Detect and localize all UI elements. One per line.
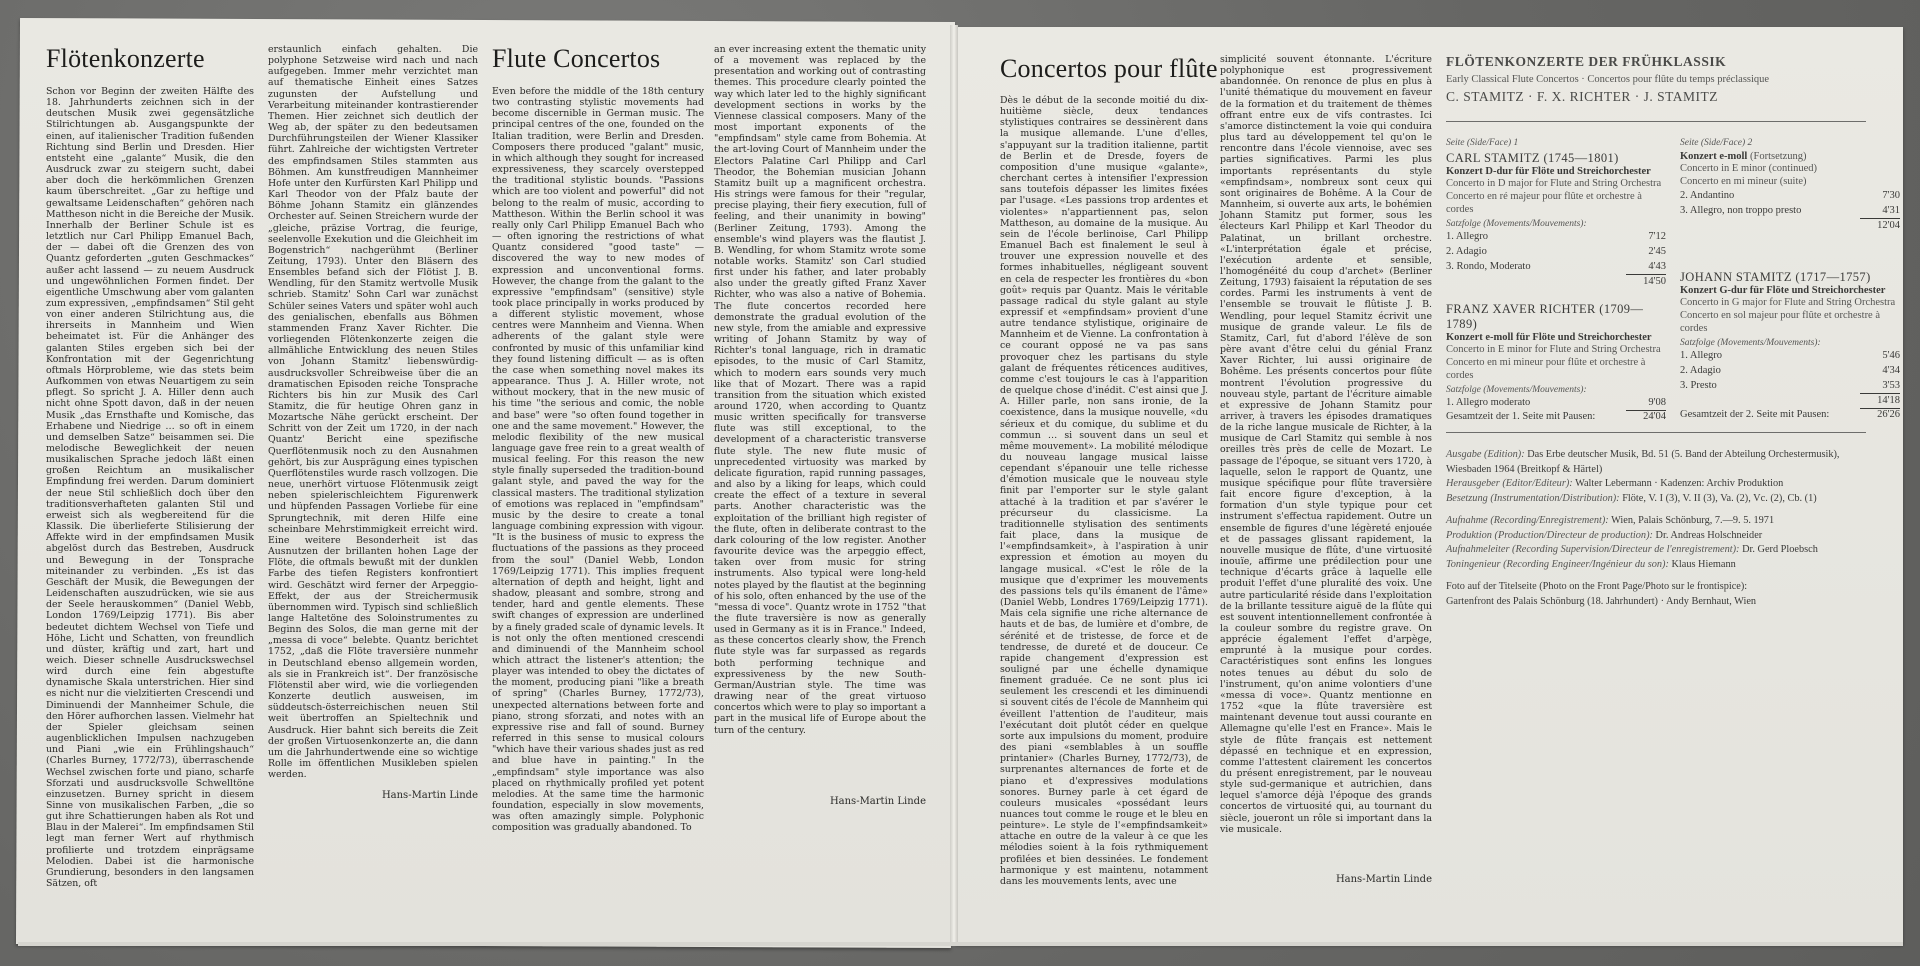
side1-label: Seite (Side/Face) 1 (1446, 138, 1519, 148)
credit-label: Herausgeber (Editor/Editeur): (1446, 478, 1573, 489)
work-total-row (1680, 394, 1900, 409)
work-title-fr: Concerto en sol majeur pour flûte et orchestre à cordes (1680, 310, 1881, 334)
side2 (1680, 138, 1905, 420)
english-body-col2 (714, 44, 926, 736)
movement-time: 9'08 (1626, 395, 1666, 411)
english-signature: Hans-Martin Linde (829, 796, 926, 807)
movement-time: 2'45 (1648, 246, 1666, 257)
photo-credit-line1: Foto auf der Titelseite (Photo on the Front Page/Photo sur le frontispice): (1446, 581, 1748, 592)
movement-time: 7'30 (1882, 190, 1900, 201)
page-bottom-edge (18, 942, 1903, 946)
french-signature: Hans-Martin Linde (1335, 874, 1432, 885)
work-composer: CARL STAMITZ (1745—1801) (1446, 151, 1619, 165)
side-total-row (1446, 411, 1666, 422)
french-text-col1: Dès le début de la seconde moitié du dix-huitième siècle, deux tendances stylistiques contraires se dessinèrent dans la musique allemande. L'une d'elles, s'appuyant sur la tradition italienne, partit de Berlin et de Dresde, foyers de composition d'une musique «galante», cherchant certes à intensifier l'expression sans toutefois dépasser les limites fixées par l'usage. «Les passions trop ardentes et violentes» n'appartiennent pas, selon Mattheson, au domaine de la musique. Au sein de l'école berlinoise, Carl Philipp Emanuel Bach est finalement le seul à trouver une expression nouvelle et des formes inhabituelles, négligeant souvent en cela de respecter les frontières du «bon goût» requis par Quantz. Mais le véritable passage radical du style galant au style expressif et «empfindsam» provient d'une autre tendance stylistique, originaire de Mannheim et de Vienne. La confrontation à ce courant opposé ne va pas sans provoquer chez les partisans du style galant de fréquentes réticences auditives, comme c'est toujours le cas à l'apparition de quelque chose d'inédit. C'est ainsi que J. A. Hiller parle, non sans ironie, de la coexistence, dans la musique nouvelle, «du sérieux et du comique, du sublime et du commun … si souvent dans un seul et même mouvement». La mobilité mélodique du nouveau langage musical laisse cependant s'épanouir une telle richesse d'émotion musicale que le nouveau style finit par l'emporter sur le style galant attaché à la tradition et par s'avérer le précurseur du classicisme. La traditionnelle stylisation des sentiments fait place, dans la musique de l'«empfindsamkeit», à l'aspiration à unir expression et émotion au moyen du langage musical. «C'est le rôle de la musique que d'exprimer les mouvements des passions tels qu'ils émanent de l'âme» (Daniel Webb, Londres 1769/Leipzig 1771). Mais cela signifie une riche alternance de hauts et de bas, de lumière et d'ombre, de sérénité et de tristesse, de force et de tendresse, de dureté et de douceur. Ce rapide changement d'expression est souligné par une échelle dynamique finement graduée. Ce ne sont plus ici seulement les crescendi et les diminuendi si souvent cités de l'école de Mannheim qui éveillent l'attention de l'auditeur, mais l'exécutant doit plutôt céder en quelque sorte aux impulsions du moment, produire des piani «semblables à un souffle printanier» (Charles Burney, 1772/73), de surprenantes alternances de forte et de piano et d'expressives modulations sonores. Burney parle à cet égard de couleurs musicales «possédant leurs nuances tout comme le rouge et le bleu en peinture». Le style de l'«empfindsamkeit» attache en outre de la valeur à ce que les mélodies soient à la fois rythmiquement profilées et bien dessinées. Le fondement harmonique y est maintenu, notamment dans les mouvements lents, avec une (1000, 95, 1208, 887)
album-composers: C. STAMITZ · F. X. RICHTER · J. STAMITZ (1446, 89, 1719, 104)
movement-row (1680, 348, 1900, 363)
movements-label: Satzfolge (Movements/Mouvements): (1446, 219, 1587, 229)
german-heading: Flötenkonzerte (46, 44, 205, 73)
work-composer: JOHANN STAMITZ (1717—1757) (1680, 270, 1871, 284)
work-title-en: Concerto in D major for Flute and String Orchestra (1446, 178, 1662, 189)
french-body-col1 (1000, 95, 1208, 887)
credit-value: Walter Lebermann · Kadenzen: Archiv Produktion (1575, 478, 1784, 489)
credit-label: Aufnahmeleiter (Recording Supervision/Directeur de l'enregistrement): (1446, 544, 1740, 555)
credit-label: Aufnahme (Recording/Enregistrement): (1446, 515, 1609, 526)
credit-value: Dr. Gerd Ploebsch (1742, 544, 1818, 555)
gatefold-spine (950, 25, 958, 945)
english-heading: Flute Concertos (492, 44, 661, 73)
movements-label: Satzfolge (Movements/Mouvements): (1680, 338, 1821, 348)
album-title: FLÖTENKONZERTE DER FRÜHKLASSIK (1446, 54, 1727, 69)
french-heading: Concertos pour flûte (1000, 54, 1218, 83)
movement-name: 3. Rondo, Moderato (1446, 261, 1531, 272)
movement-name: 1. Allegro (1680, 350, 1722, 361)
work-title-fr: Concerto en ré majeur pour flûte et orchestre à cordes (1446, 191, 1642, 215)
credit-editor (1446, 477, 1876, 492)
credits (1446, 448, 1876, 609)
work-title-de: Konzert e-moll (1680, 151, 1748, 162)
credit-label: Besetzung (Instrumentation/Distribution): (1446, 492, 1620, 504)
credit-edition (1446, 448, 1876, 477)
english-body-col1 (492, 86, 704, 833)
work-total: 12'04 (1877, 220, 1900, 231)
credit-value: Klaus Hiemann (1671, 558, 1736, 570)
movement-row (1680, 378, 1900, 394)
movement-time: 7'12 (1648, 231, 1666, 242)
movement-row (1446, 229, 1666, 244)
credit-value: Dr. Andreas Holschneider (1655, 529, 1763, 541)
english-text-col1: Even before the middle of the 18th century two contrasting stylistic movements had become discernible in German music. The principal centres of the one, founded on the Italian tradition, were Berlin and Dresden. Composers there produced "galant" music, in which although they sought for increased expressiveness, they scarcely overstepped the traditional stylistic bounds. "Passions which are too violent and powerful" did not belong to the realm of music, according to Mattheson. Within the Berlin school it was really only Carl Philipp Emanuel Bach who — often ignoring the restrictions of what Quantz considered "good taste" — discovered the way to new modes of expression and unconventional forms. However, the change from the galant to the expressive "empfindsam" (sensitive) style took place principally in works produced by a different stylistic movement, whose centres were Mannheim and Vienna. When adherents of the galant style were confronted by music of this unfamiliar kind they found listening difficult — as is often the case when something novel makes its appearance. Thus J. A. Hiller wrote, not without mockery, that in the new music of his time "the serious and comic, the noble and base" were "so often found together in one and the same movement." However, the melodic flexibility of the new musical language gave free rein to a great wealth of musical feeling. For this reason the new style finally superseded the tradition-bound galant style, and paved the way for the classical masters. The traditional stylization of emotions was replaced in "empfindsam" music by the desire to create a tonal language combining expression with vigour. "It is the business of music to express the fluctuations of the passions as they proceed from the soul" (Daniel Webb, London 1769/Leipzig 1771). This implies frequent alternation of depth and height, light and shadow, pleasant and sombre, strong and tender, hard and gentle elements. These swift changes of expression are underlined by a finely graded scale of dynamic levels. It is not only the often mentioned crescendi and diminuendi of the Mannheim school which attract the listener's attention; the player was intended to obey the dictates of the moment, producing piani "like a breath of spring" (Charles Burney, 1772/73), unexpected alternations between forte and piano, strong sforzati, and notes with an expressive rise and fall of sound. Burney referred in this sense to musical colours "which have their various shades just as red and blue have in painting." In the „empfindsam" style importance was also placed on rhythmically profiled yet potent melodies. At the same time the harmonic foundation, especially in slow movements, was often amazingly simple. Polyphonic composition was gradually abandoned. To (492, 86, 704, 834)
german-text-col1: Schon vor Beginn der zweiten Hälfte des 18. Jahrhunderts zeichnen sich in der deutschen Musik zwei gegensätzliche Stilrichtungen ab. Ausgangspunkte der einen, auf italienischer Tradition fußenden Richtung sind Berlin und Dresden. Hier entsteht eine „galante“ Musik, die den Ausdruck zwar zu steigern sucht, dabei aber doch die herkömmlichen Grenzen kaum überschreitet. „Gar zu heftige und gewaltsame Leidenschaften“ gehören nach Mattheson nicht in die Bereiche der Musik. Innerhalb der Berliner Schule ist es letztlich nur Carl Philipp Emanuel Bach, der — dabei oft die Grenzen des von Quantz geforderten „guten Geschmackes“ außer acht lassend — zu neuem Ausdruck und ungewöhnlichen Formen findet. Der eigentliche Umschwung aber vom galanten zum expressiven, „empfindsamen“ Stil geht von einer anderen Stilrichtung aus, die ihrerseits in Mannheim und Wien beheimatet ist. Für die Anhänger des galanten Stiles ergeben sich bei der Konfrontation mit der Gegenrichtung oftmals Hörprobleme, wie das stets beim Aufkommen von etwas Neuartigem zu sein pflegt. So spricht J. A. Hiller denn auch nicht ohne Spott davon, daß in der neuen Musik „das Ernsthafte und Komische, das Erhabene und Niedrige … so oft in einem und demselben Satze“ beisammen sei. Die melodische Beweglichkeit der neuen musikalischen Sprache jedoch läßt einen großen Reichtum an musikalischer Empfindung frei werden. Darum dominiert der neue Stil schließlich doch über den traditionsverhafteten galanten Stil und erweist sich als wegbereitend für die Klassik. Die überlieferte Stilisierung der Affekte wird in der empfindsamen Musik abgelöst durch das Bestreben, Ausdruck und Bewegung in der Tonsprache miteinander zu verbinden. „Es ist das Geschäft der Musik, die Bewegungen der Leidenschaften auszudrücken, wie sie aus der Seele herauskommen“ (Daniel Webb, London 1769/Leipzig 1771). Bis aber bedeutet dichtem Wechsel von Tiefe und Höhe, Licht und Schatten, von freundlich und düster, kräftig und zart, hart und weich. Dieser schnelle Ausdruckswechsel wird durch eine fein abgestufte dynamische Skala unterstrichen. Hier sind es nicht nur die vielzitierten Crescendi und Diminuendi der Mannheimer Schule, die den Hörer aufhorchen lassen. Vielmehr hat der Spieler gleichsam seinen augenblicklichen Impulsen nachzugeben und Piani „wie ein Frühlingshauch“ (Charles Burney, 1772/73), überraschende Wechsel zwischen forte und piano, scharfe Sforzati und ausdrucksvolle Schwelltöne einzusetzen. Burney spricht in diesem Sinne von musikalischen Farben, „die so gut ihre Schattierungen haben als Rot und Blau in der Malerei“. Im empfindsamen Stil legt man ferner Wert auf rhythmisch profilierte und trotzdem einprägsame Melodien. Dabei ist die harmonische Grundierung, besonders in den langsamen Sätzen, oft (46, 86, 254, 890)
side-total-label: Gesamtzeit der 1. Seite mit Pausen: (1446, 411, 1596, 422)
work-title-de: Konzert G-dur für Flöte und Streichorchester (1680, 285, 1886, 296)
movement-name: 1. Allegro moderato (1446, 397, 1531, 408)
tracklist-header (1446, 54, 1866, 105)
work-total-row (1446, 275, 1666, 289)
side-total-label: Gesamtzeit der 2. Seite mit Pausen: (1680, 409, 1830, 420)
side-total-row (1680, 409, 1900, 420)
movement-name: 3. Allegro, non troppo presto (1680, 205, 1802, 216)
movement-row (1680, 203, 1900, 219)
work-composer: FRANZ XAVER RICHTER (1709—1789) (1446, 302, 1644, 331)
movement-row (1446, 395, 1666, 411)
credit-value: Flöte, V. I (3), V. II (3), Va. (2), Vc. (2), Cb. (1) (1622, 492, 1817, 504)
work-title-de: Konzert e-moll für Flöte und Streichorchester (1446, 332, 1652, 343)
movement-time: 4'34 (1882, 365, 1900, 376)
german-signature: Hans-Martin Linde (381, 790, 478, 801)
divider (1446, 121, 1866, 122)
work-title-suffix: (Fortsetzung) (1749, 151, 1807, 162)
german-body-col1 (46, 86, 254, 889)
credit-supervision (1446, 543, 1876, 558)
credit-value: Das Erbe deutscher Musik, Bd. 51 (5. Band der Abteilung Orchestermusik), Wiesbaden 1964 (Breitkopf & Härtel) (1446, 449, 1840, 475)
credit-production (1446, 529, 1876, 544)
work-title-en: Concerto in G major for Flute and String Orchestra (1680, 297, 1896, 308)
work-title-fr: Concerto en mi mineur pour flûte et orchestre à cordes (1446, 357, 1646, 381)
movement-time: 5'46 (1882, 350, 1900, 361)
work-title-en: Concerto in E minor for Flute and String Orchestra (1446, 344, 1661, 355)
work-total-row (1680, 219, 1900, 233)
credit-recording (1446, 514, 1876, 529)
movement-time: 4'43 (1626, 259, 1666, 275)
credit-instrumentation (1446, 492, 1876, 507)
credit-label: Ausgabe (Edition): (1446, 449, 1525, 460)
credit-label: Produktion (Production/Directeur de production): (1446, 529, 1653, 541)
german-text-col2: erstaunlich einfach gehalten. Die polyphone Setzweise wird nach und nach aufgegeben. Immer mehr verzichtet man auf thematische Einheit eines Satzes zugunsten der Aufstellung und Verarbeitung miteinander kontrastierender Themen. Hier zeichnet sich deutlich der Weg ab, der später zu den bedeutsamen Durchführungsteilen der Wiener Klassiker führt. Zahlreiche der wichtigsten Vertreter des empfindsamen Stiles stammten aus Böhmen. Am kunstfreudigen Mannheimer Hofe unter den Kurfürsten Karl Philipp und Karl Theodor von der Pfalz baute der Böhme Johann Stamitz ein glänzendes Orchester auf. Seinen Streichern wurde der „gleiche, präzise Vortrag, die feurige, seelenvolle Exekution und die Gleichheit im Bogenstrich“ nachgerühmt (Berliner Zeitung, 1793). Unter den Bläsern des Ensembles befand sich der Flötist J. B. Wendling, für den Stamitz wertvolle Musik schrieb. Stamitz' Sohn Carl war zunächst Schüler seines Vaters und später wohl auch des genialischen, ebenfalls aus Böhmen stammenden Franz Xaver Richter. Die vorliegenden Flötenkonzerte zeigen die allmähliche Entwicklung des neuen Stiles von Johann Stamitz' liebenswürdig-ausdrucksvoller Schreibweise über die an dramatischen Episoden reiche Tonsprache Richters bis hin zur Musik des Carl Stamitz, die für heutige Ohren ganz in Mozartsche Nähe gerückt erscheint. Der Schritt von der Zeit um 1720, in der nach Quantz' Bericht eine spezifische Querflötenmusik noch zu den Ausnahmen gehört, bis zur Ausprägung eines typischen Querflötenstiles wurde rasch vollzogen. Die neue, unerhört virtuose Flötenmusik zeigt neben spielerischleichtem Figurenwerk und hüpfenden Passagen Vorliebe für eine Sprungtechnik, mit deren Hilfe eine scheinbare Mehrstimmigkeit erreicht wird. Eine weitere Besonderheit ist das Ausnutzen der brillanten hohen Lage der Flöte, die oftmals bewußt mit der dunklen Farbe des tiefen Registers konfrontiert wird. Geschätzt wird ferner der Arpeggio-Effekt, der aus der Streichermusik übernommen wird. Typisch sind schließlich lange Haltetöne des Soloinstrumentes zu Beginn des Solos, die man gerne mit der „messa di voce“ belebte. Quantz berichtet 1752, „daß die Flöte traversière nunmehr in Deutschland ebenso allgemein worden, als sie in Frankreich ist“. Der französische Flötenstil aber wird, wie die vorliegenden Konzerte deutlich ausweisen, im süddeutsch-österreichischen neuen Stil weit übertroffen an Spieltechnik und Ausdruck. Hier bahnt sich bereits die Zeit der großen Virtuosenkonzerte an, die dann um die Jahrhundertwende eine so wichtige Rolle im öffentlichen Musikleben spielen werden. (268, 44, 478, 781)
english-text-col2: an ever increasing extent the thematic unity of a movement was replaced by the presentation and working out of contrasting themes. This procedure clearly pointed the way which later led to the highly significant development sections in works by the Viennese classical composers. Many of the most important exponents of the "empfindsam" style came from Bohemia. At the art-loving Court of Mannheim under the Electors Palatine Carl Philipp and Carl Theodor, the Bohemian musician Johann Stamitz built up a magnificent orchestra. His strings were famous for their "regular, precise playing, their fiery execution, full of feeling, and their unanimity in bowing" (Berliner Zeitung, 1793). Among the ensemble's wind players was the flautist J. B. Wendling, for whom Stamitz wrote some notable works. Stamitz' son Carl studied first under his father, and later probably also under the greatly gifted Franz Xaver Richter, who was also a native of Bohemia. The flute concertos recorded here demonstrate the gradual evolution of the new style, from the amiable and expressive writing of Johann Stamitz by way of Richter's tonal language, rich in dramatic episodes, to the music of Carl Stamitz, which to modern ears sounds very much like that of Mozart. There was a rapid transition from the situation which existed around 1720, when according to Quantz music written specifically for transverse flute was still exceptional, to the development of a characteristic transverse flute style. The new flute music of unprecedented virtuosity was marked by delicate figuration, rapid running passages, and also by a liking for leaps, which could create the effect of a texture in several parts. Another characteristic was the exploitation of the brilliant high register of the flute, often in deliberate contrast to the dark colouring of the low register. Another favourite device was the arpeggio effect, taken over from music for string instruments. Also typical were long-held notes played by the flautist at the beginning of his solo, often enhanced by the use of the "messa di voce". Quantz wrote in 1752 "that the flute traversière is now as generally used in Germany as it is in France." Indeed, as these concertos clearly show, the French flute style was far surpassed as regards both performing technique and expressiveness by the new South-German/Austrian style. The time was drawing near of the great virtuoso concertos which were to play so important a part in the musical life of Europe about the turn of the century. (714, 44, 926, 736)
movement-row (1680, 363, 1900, 378)
credit-engineer (1446, 558, 1876, 573)
movement-row (1446, 259, 1666, 275)
movement-name: 2. Adagio (1680, 365, 1721, 376)
divider (1446, 432, 1866, 433)
movement-row (1446, 244, 1666, 259)
movement-name: 2. Adagio (1446, 246, 1487, 257)
work-title-en: Concerto in E minor (continued) (1680, 163, 1818, 174)
side1 (1446, 138, 1671, 422)
movement-name: 1. Allegro (1446, 231, 1488, 242)
movement-time: 4'31 (1860, 203, 1900, 219)
work-total: 14'50 (1643, 276, 1666, 287)
credit-value: Wien, Palais Schönburg, 7.—9. 5. 1971 (1611, 515, 1775, 526)
photo-credit-line2: Gartenfront des Palais Schönburg (18. Jahrhundert) · Andy Bernhaut, Wien (1446, 595, 1757, 607)
movement-name: 3. Presto (1680, 380, 1717, 391)
work-total: 14'18 (1860, 394, 1900, 409)
work-title-fr: Concerto en mi mineur (suite) (1680, 176, 1807, 187)
movement-row (1680, 188, 1900, 203)
album-subtitle: Early Classical Flute Concertos · Concertos pour flûte du temps préclassique (1446, 74, 1770, 85)
side-total: 26'26 (1877, 409, 1900, 420)
credit-label: Toningenieur (Recording Engineer/Ingénieur du son): (1446, 558, 1669, 570)
french-body-col2 (1220, 54, 1432, 835)
side-total: 24'04 (1643, 411, 1666, 422)
movements-label: Satzfolge (Movements/Mouvements): (1446, 385, 1587, 395)
french-text-col2: simplicité souvent étonnante. L'écriture polyphonique est progressivement abandonnée. On renonce de plus en plus à l'unité thématique du mouvement en faveur de la formation et du traitement de thèmes offrant entre eux de vifs contrastes. Ici s'amorce distinctement la voie qui conduira plus tard au développement tel qu'on le rencontre dans l'école viennoise, avec ses parties significatives. Parmi les plus importants représentants du style «empfindsam», nombreux sont ceux qui sont originaires de Bohême. A la Cour de Mannheim, si ouverte aux arts, le bohémien Johann Stamitz put former, sous les électeurs Karl Philipp et Karl Theodor du Palatinat, un brillant orchestre. «L'interprétation égale et précise, l'exécution ardente et sensible, l'homogénéité du coup d'archet» (Berliner Zeitung, 1793) faisaient la réputation de ses cordes. Parmi les instruments à vent de l'ensemble se trouvait le flûtiste J. B. Wendling, pour lequel Stamitz écrivit une musique de grande valeur. Le fils de Stamitz, Carl, fut d'abord l'élève de son père avant d'être celui du génial Franz Xaver Richter, lui aussi originaire de Bohême. Les présents concertos pour flûte montrent l'évolution progressive du nouveau style, partant de l'écriture aimable et expressive de Johann Stamitz pour arriver, à travers les épisodes dramatiques de la riche langue musicale de Richter, à la musique de Carl Stamitz qui semble à nos oreilles très près de celle de Mozart. Le passage de l'époque, se situant vers 1720, à laquelle, selon le rapport de Quantz, une musique spécifique pour flûte traversière fait encore figure d'exception, à la formation d'un style typique pour cet instrument s'effectua rapidement. Outre un ensemble de figures d'une légèreté enjouée et de passages glissant rapidement, la nouvelle musique de flûte, d'une virtuosité inouïe, affirme une prédilection pour une technique d'écarts grâce à laquelle elle produit l'effet d'une pluralité des voix. Une autre particularité réside dans l'exploitation de la brillante tessiture aiguë de la flûte qui est souvent intentionnellement confrontée à la couleur sombre du registre grave. On apprécie également l'effet d'arpège, emprunté à la musique pour cordes. Caractéristiques sont enfins les longues notes tenues au début du solo de l'instrument, qu'on anime volontiers d'une «messa di voce». Quantz mentionne en 1752 «que la flûte traversière est maintenant devenue tout aussi courante en Allemagne qu'elle l'est en France». Mais le style de flûte français est nettement dépassé en technique et en expression, comme l'attestent clairement les concertos du présent enregistrement, par le nouveau style sud-germanique et autrichien, dans lequel s'amorce déjà l'époque des grands concertos de virtuosité qui, au tournant du siècle, joueront un rôle si important dans la vie musicale. (1220, 54, 1432, 835)
movement-time: 3'53 (1860, 378, 1900, 394)
side2-label: Seite (Side/Face) 2 (1680, 138, 1753, 148)
german-body-col2 (268, 44, 478, 780)
movement-name: 2. Andantino (1680, 190, 1735, 201)
work-title-de: Konzert D-dur für Flöte und Streichorchester (1446, 166, 1651, 177)
